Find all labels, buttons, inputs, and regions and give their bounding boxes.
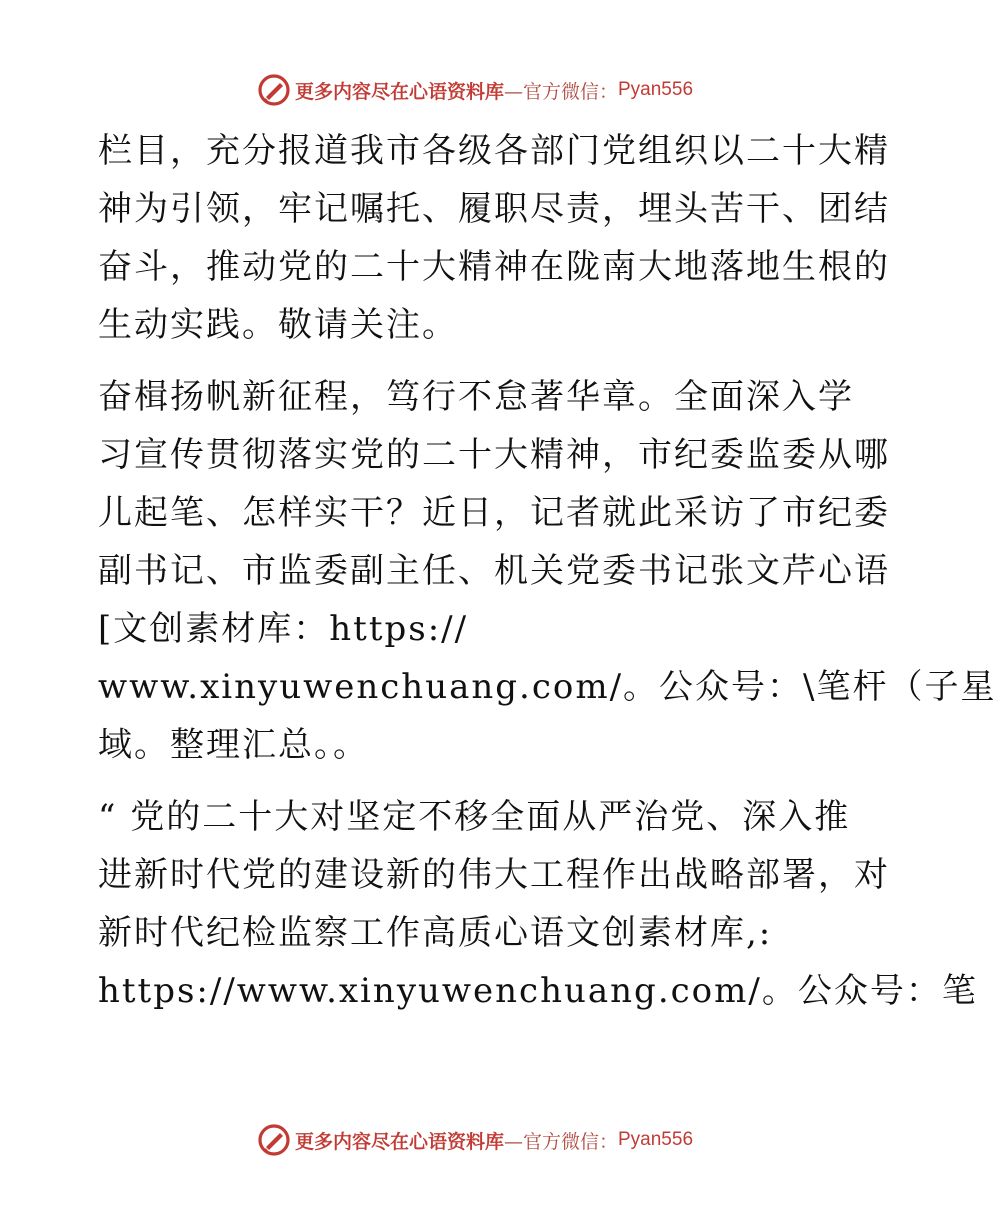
text-line: 儿起笔、怎样实干？近日，记者就此采访了市纪委 <box>98 493 890 533</box>
paragraph-gap <box>98 354 858 368</box>
text-line: 生动实践。敬请关注。 <box>98 305 458 345</box>
text-line: 栏目，充分报道我市各级各部门党组织以二十大精 <box>98 131 890 171</box>
banner-main-text: 更多内容尽在心语资料库 <box>294 1130 504 1153</box>
text-line: 新时代纪检监察工作高质心语文创素材库,: <box>98 913 773 953</box>
text-line: 奋斗，推动党的二十大精神在陇南大地落地生根的 <box>98 247 890 287</box>
banner-main-text: 更多内容尽在心语资料库 <box>294 80 504 103</box>
brand-logo-icon <box>257 1123 291 1157</box>
text-line: [文创素材库：https:// <box>98 609 469 649</box>
paragraph-1 <box>98 122 890 354</box>
text-line: https://www.xinyuwenchuang.com/。公众号：笔 <box>98 971 978 1011</box>
banner-sub-text: —官方微信： <box>503 1130 618 1153</box>
text-line: 神为引领，牢记嘱托、履职尽责，埋头苦干、团结 <box>98 189 890 229</box>
text-line: “ 党的二十大对坚定不移全面从严治党、深入推 <box>98 797 851 837</box>
banner-wechat-id: Pyan556 <box>618 1129 694 1150</box>
text-line: 域。整理汇总。。 <box>98 725 369 765</box>
banner-sub-text: —官方微信： <box>503 80 618 103</box>
brand-logo-icon <box>257 73 291 107</box>
text-line: www.xinyuwenchuang.com/。公众号：\笔杆（子星 <box>98 667 997 707</box>
banner-wechat-id: Pyan556 <box>618 79 694 100</box>
paragraph-3 <box>98 788 978 1020</box>
text-line: 习宣传贯彻落实党的二十大精神，市纪委监委从哪 <box>98 435 890 475</box>
text-line: 进新时代党的建设新的伟大工程作出战略部署，对 <box>98 855 890 895</box>
text-line: 奋楫扬帆新征程，笃行不怠著华章。全面深入学 <box>98 377 854 417</box>
paragraph-gap <box>98 774 858 788</box>
footer-banner <box>0 1120 950 1160</box>
article-body <box>98 122 997 1020</box>
header-banner <box>0 70 950 110</box>
text-line: 副书记、市监委副主任、机关党委书记张文芹心语 <box>98 551 890 591</box>
paragraph-2 <box>98 368 997 774</box>
